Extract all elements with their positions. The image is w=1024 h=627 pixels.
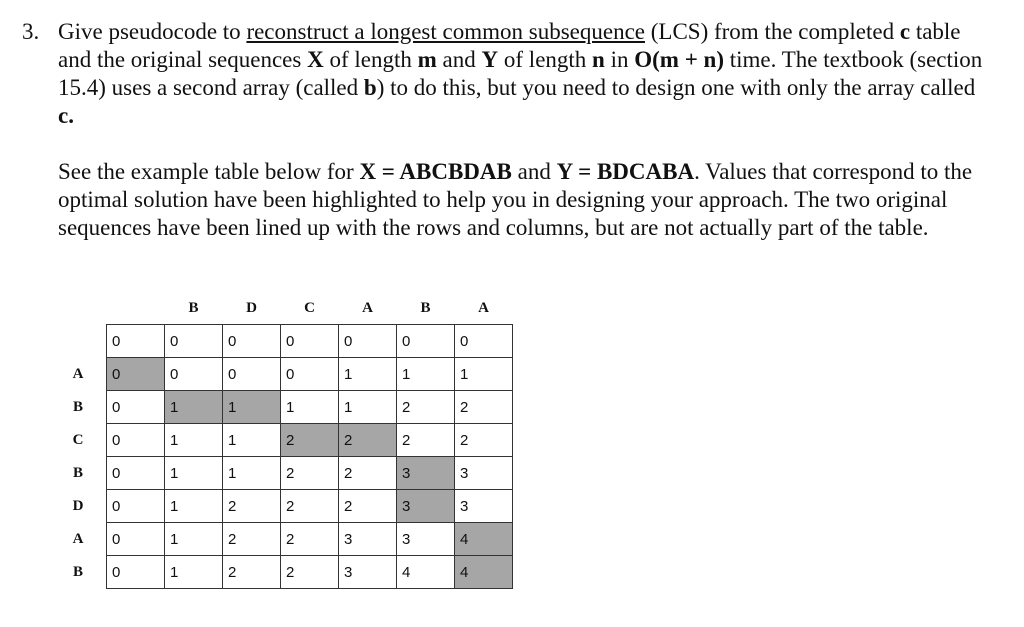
table-cell: 0	[165, 325, 223, 358]
p1-text-g: of length	[498, 47, 593, 72]
table-cell: 0	[107, 325, 165, 358]
p2-bold-y-eq: Y = BDCABA	[556, 159, 695, 184]
problem-number: 3.	[22, 19, 40, 44]
table-cell: 0	[281, 358, 339, 391]
problem-paragraph-2	[58, 158, 993, 242]
table-cell: 2	[339, 457, 397, 490]
problem-3	[22, 18, 1012, 130]
p1-text-d: table and the original sequences	[58, 19, 961, 72]
table-row	[50, 490, 513, 523]
p1-text-b: (LCS) from the completed	[644, 19, 900, 44]
table-cell: 2	[281, 490, 339, 523]
problem-paragraph-1	[58, 18, 993, 130]
table-cell: 4	[397, 556, 455, 589]
table-cell: 3	[455, 457, 513, 490]
row-label: B	[72, 398, 83, 415]
table-cell-highlighted: 2	[281, 424, 339, 457]
p1-bold-y: Y	[481, 47, 499, 72]
p2-text-c: . Values that correspond to the optimal solution have been highlighted to help you in designing your approach. The two original sequences have been lined up with the rows and columns, but are not actually part of the table.	[58, 159, 973, 240]
p2-bold-x-eq: X = ABCBDAB	[359, 159, 512, 184]
table-cell: 0	[107, 523, 165, 556]
column-label: B	[188, 299, 199, 316]
table-cell: 0	[223, 325, 281, 358]
table-cell: 3	[339, 556, 397, 589]
corner-blank	[50, 292, 107, 325]
row-label: A	[72, 530, 84, 547]
p1-bold-x: X	[307, 47, 324, 72]
table-cell-highlighted: 3	[397, 457, 455, 490]
table-cell: 1	[339, 391, 397, 424]
table-cell: 3	[397, 523, 455, 556]
table-cell: 1	[397, 358, 455, 391]
table-row	[50, 556, 513, 589]
column-label: A	[362, 299, 373, 316]
p1-text-e: of length	[323, 47, 418, 72]
table-cell-highlighted: 4	[455, 523, 513, 556]
row-label: B	[72, 563, 83, 580]
table-cell: 0	[397, 325, 455, 358]
table-cell: 1	[165, 457, 223, 490]
column-label: C	[304, 299, 315, 316]
table-row	[50, 358, 513, 391]
table-cell: 0	[281, 325, 339, 358]
table-cell: 1	[339, 358, 397, 391]
table-cell: 3	[339, 523, 397, 556]
p1-bold-n: n	[592, 47, 605, 72]
table-cell: 3	[455, 490, 513, 523]
table-row	[50, 325, 513, 358]
table-row	[50, 391, 513, 424]
table-row	[50, 457, 513, 490]
p1-text-i: time. The textbook (section 15.4) uses a second array (called	[58, 47, 983, 100]
table-cell: 0	[107, 556, 165, 589]
table-cell: 0	[107, 457, 165, 490]
column-label-row	[50, 292, 513, 325]
table-cell: 1	[165, 424, 223, 457]
table-cell-highlighted: 3	[397, 490, 455, 523]
column-label: D	[246, 299, 257, 316]
p1-bold-b: b	[363, 75, 377, 100]
p1-bold-c: c	[899, 19, 911, 44]
p1-bold-time: O(m + n)	[634, 47, 724, 72]
table-row	[50, 523, 513, 556]
table-cell: 2	[281, 556, 339, 589]
table-cell: 0	[107, 424, 165, 457]
p1-text-h: in	[604, 47, 635, 72]
table-cell: 1	[165, 523, 223, 556]
table-cell: 2	[281, 523, 339, 556]
table-cell: 1	[223, 424, 281, 457]
row-label	[50, 325, 107, 358]
corner-blank	[107, 292, 165, 325]
table-cell: 0	[223, 358, 281, 391]
table-cell: 0	[107, 391, 165, 424]
table-cell-highlighted: 2	[339, 424, 397, 457]
table-cell: 0	[339, 325, 397, 358]
row-label: A	[72, 365, 84, 382]
table-cell: 2	[397, 391, 455, 424]
p1-bold-m: m	[417, 47, 437, 72]
table-cell: 2	[223, 490, 281, 523]
table-cell-highlighted: 4	[455, 556, 513, 589]
column-label: A	[478, 299, 489, 316]
table-cell: 1	[223, 457, 281, 490]
table-cell: 0	[455, 325, 513, 358]
table-cell-highlighted: 1	[223, 391, 281, 424]
table-cell: 2	[455, 424, 513, 457]
table-cell: 0	[107, 490, 165, 523]
table-cell: 2	[223, 556, 281, 589]
table-cell: 2	[281, 457, 339, 490]
table-cell: 1	[165, 556, 223, 589]
table-row	[50, 424, 513, 457]
table-cell: 1	[165, 490, 223, 523]
p1-text-f: and	[436, 47, 482, 72]
table-cell: 2	[223, 523, 281, 556]
p1-text-a: Give pseudocode to	[58, 19, 247, 44]
lcs-table	[50, 292, 513, 589]
row-label: D	[72, 497, 84, 514]
table-cell: 2	[397, 424, 455, 457]
table-cell: 2	[455, 391, 513, 424]
table-cell: 2	[339, 490, 397, 523]
p2-text-a: See the example table below for	[58, 159, 360, 184]
table-cell: 0	[165, 358, 223, 391]
row-label: B	[72, 464, 83, 481]
table-cell-highlighted: 0	[107, 358, 165, 391]
table-cell: 1	[455, 358, 513, 391]
table-cell: 1	[281, 391, 339, 424]
row-label: C	[72, 431, 84, 448]
p2-text-b: and	[511, 159, 557, 184]
column-label: B	[420, 299, 431, 316]
p1-bold-c2: c.	[58, 103, 74, 128]
p1-text-j: ) to do this, but you need to design one with only the array called	[376, 75, 976, 100]
p1-underlined-phrase: reconstruct a longest common subsequence	[246, 19, 645, 44]
table-cell-highlighted: 1	[165, 391, 223, 424]
